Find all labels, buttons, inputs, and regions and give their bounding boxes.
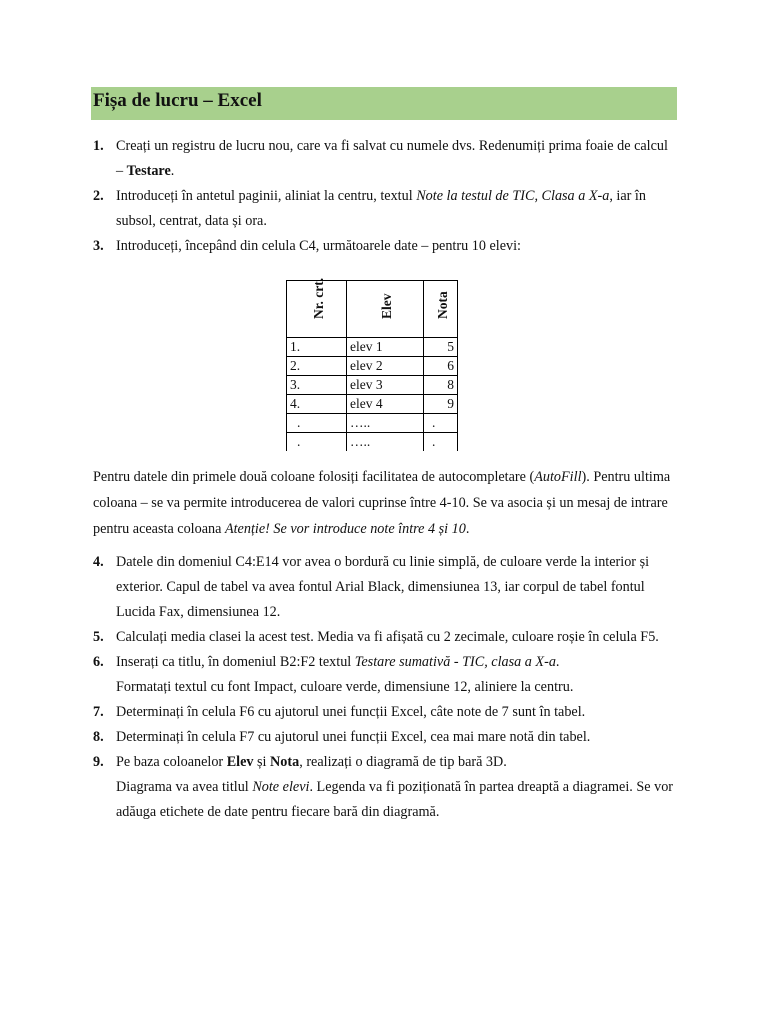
task-text — [116, 134, 678, 184]
task-list-top — [93, 134, 678, 259]
task-number: 5. — [93, 629, 104, 645]
bold-text: Nota — [270, 754, 300, 770]
task-number: 9. — [93, 754, 104, 770]
text-run: . — [465, 521, 470, 537]
table-row — [287, 357, 458, 376]
text-run: , iar în subsol, centrat, data și ora. — [116, 188, 646, 229]
table-row — [287, 338, 458, 357]
cell-nota: . — [424, 433, 458, 452]
task-number: 7. — [93, 704, 104, 720]
table-row — [287, 395, 458, 414]
text-run: Pe baza coloanelor — [116, 754, 227, 770]
task-text — [116, 700, 678, 725]
cell-nr: 3. — [287, 376, 347, 395]
task-item — [93, 625, 678, 650]
text-run: . — [555, 654, 560, 670]
task-text — [116, 750, 678, 825]
italic-text: Testare sumativă - TIC, clasa a X-a — [354, 654, 556, 670]
cell-nota: 8 — [424, 376, 458, 395]
task-text — [116, 725, 678, 750]
task-number: 4. — [93, 554, 104, 570]
table-row — [287, 433, 458, 452]
task-list-bottom — [93, 550, 678, 825]
italic-text: Note elevi — [252, 779, 310, 795]
task-number: 3. — [93, 238, 104, 254]
header-elev: Elev — [347, 281, 424, 338]
data-table — [286, 277, 458, 451]
cell-nr: 2. — [287, 357, 347, 376]
text-run: Formatați textul cu font Impact, culoare verde, dimensiune 12, aliniere la centru. — [116, 679, 574, 695]
text-run: , realizați o diagramă de tip bară 3D. — [299, 754, 507, 770]
title-bar — [91, 87, 677, 120]
cell-nota: 6 — [424, 357, 458, 376]
page-title: Fișa de lucru – Excel — [93, 90, 262, 111]
task-item — [93, 550, 678, 625]
cell-elev: elev 3 — [347, 376, 424, 395]
task-text — [116, 234, 678, 259]
text-run: Determinați în celula F7 cu ajutorul unei funcții Excel, cea mai mare notă din tabel. — [116, 729, 591, 745]
text-run: Inserați ca titlu, în domeniul B2:F2 textul — [116, 654, 355, 670]
task-item — [93, 725, 678, 750]
task-text — [116, 184, 678, 234]
text-run: Datele din domeniul C4:E14 vor avea o bordură cu linie simplă, de culoare verde la interior și exterior. Capul de tabel va avea fontul Arial Black, dimensiunea 13, iar corpul de tabel fontul Lucida Fax, dimensiunea 12. — [116, 554, 650, 620]
task-item — [93, 700, 678, 725]
italic-text: Note la testul de TIC, Clasa a X-a — [416, 188, 610, 204]
text-run: Introduceți, începând din celula C4, următoarele date – pentru 10 elevi: — [116, 238, 521, 254]
table-row — [287, 414, 458, 433]
task-item — [93, 750, 678, 825]
text-run: . — [170, 163, 175, 179]
text-run: . Legenda va fi poziționată în partea dreaptă a diagramei. Se vor adăuga etichete de date pentru fiecare bară din diagramă. — [116, 779, 674, 820]
bold-text: Testare — [126, 163, 171, 179]
text-run: Determinați în celula F6 cu ajutorul unei funcții Excel, câte note de 7 sunt în tabel. — [116, 704, 586, 720]
cell-nota: 9 — [424, 395, 458, 414]
task-number: 1. — [93, 138, 104, 154]
header-nr-crt: Nr. crt. — [287, 281, 347, 338]
cell-nr: 1. — [287, 338, 347, 357]
paragraph-text — [93, 464, 683, 542]
cell-nota: . — [424, 414, 458, 433]
task-number: 8. — [93, 729, 104, 745]
task-number: 2. — [93, 188, 104, 204]
cell-elev: elev 2 — [347, 357, 424, 376]
cell-elev: elev 4 — [347, 395, 424, 414]
cell-elev: ….. — [347, 433, 424, 452]
italic-text: Atenție! Se vor introduce note între 4 și 10 — [224, 521, 466, 537]
text-run: Introduceți în antetul paginii, aliniat la centru, textul — [116, 188, 417, 204]
task-item — [93, 134, 678, 184]
text-run: Calculați media clasei la acest test. Media va fi afișată cu 2 zecimale, culoare roșie în celula F5. — [116, 629, 659, 645]
table-row — [287, 376, 458, 395]
header-nota: Nota — [424, 281, 458, 338]
cell-nr: . — [287, 414, 347, 433]
cell-elev: ….. — [347, 414, 424, 433]
text-run: Pentru datele din primele două coloane folosiți facilitatea de autocompletare ( — [93, 469, 535, 485]
bold-text: Elev — [226, 754, 254, 770]
text-run: Creați un registru de lucru nou, care va fi salvat cu numele dvs. Redenumiți prima foaie de calcul – — [116, 138, 668, 179]
task-text — [116, 625, 678, 650]
text-run: Diagrama va avea titlul — [116, 779, 253, 795]
task-text — [116, 550, 678, 625]
table-header-row — [287, 281, 458, 338]
text-run: ). Pentru ultima coloana – se va permite introducerea de valori cuprinse între 4-10. Se va asocia și un mesaj de intrare pentru aceasta coloana — [93, 469, 671, 537]
task-text — [116, 650, 678, 700]
task-item — [93, 650, 678, 700]
autofill-paragraph — [93, 464, 683, 542]
cell-elev: elev 1 — [347, 338, 424, 357]
cell-nr: . — [287, 433, 347, 452]
task-item — [93, 234, 678, 259]
cell-nota: 5 — [424, 338, 458, 357]
text-run: și — [253, 754, 271, 770]
cell-nr: 4. — [287, 395, 347, 414]
task-number: 6. — [93, 654, 104, 670]
task-item — [93, 184, 678, 234]
italic-text: AutoFill — [534, 469, 582, 485]
